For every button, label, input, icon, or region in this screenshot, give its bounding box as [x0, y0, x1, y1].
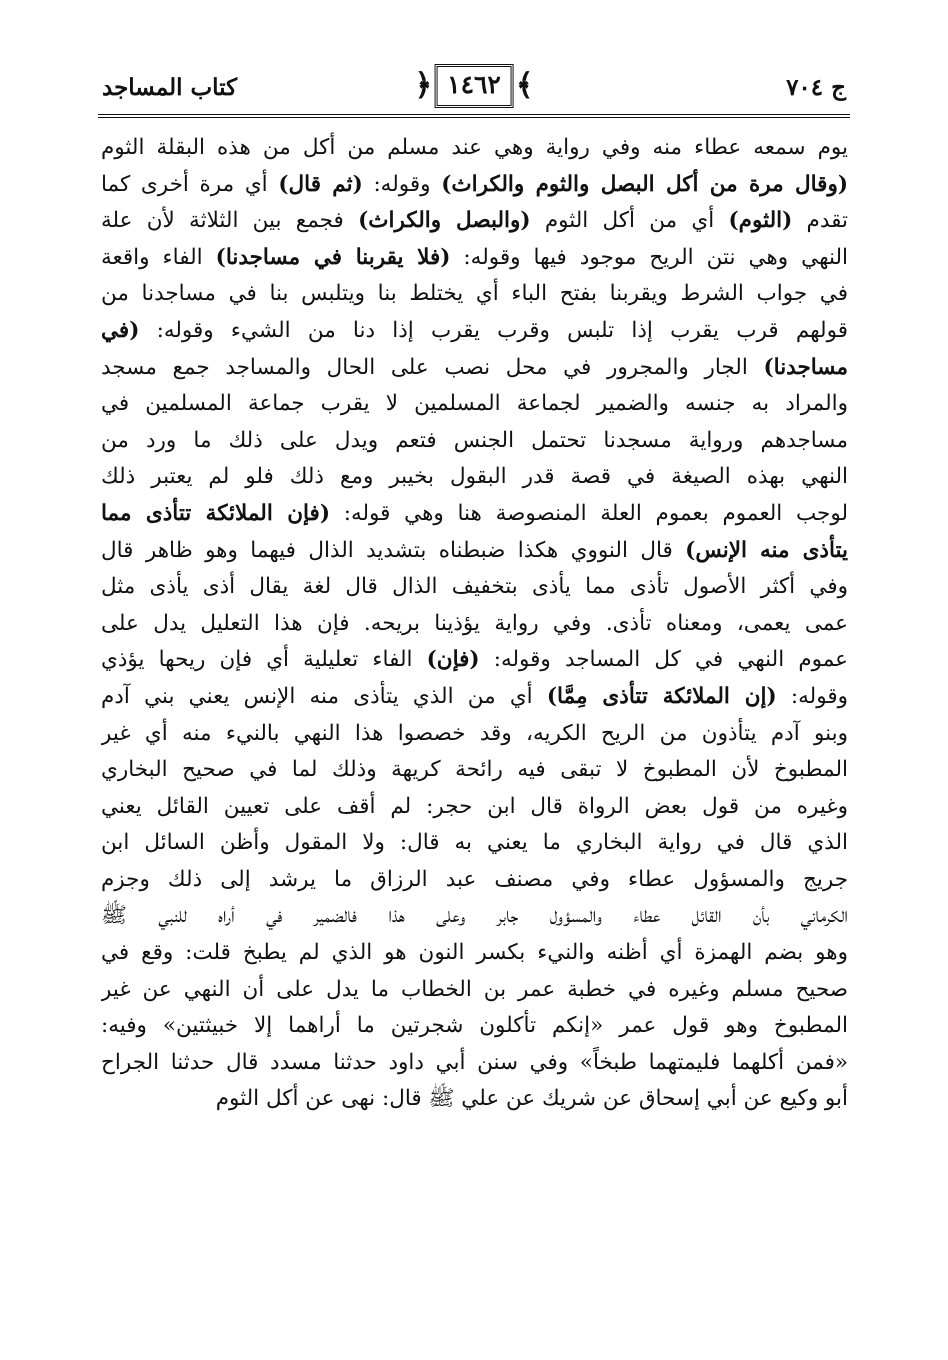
commentary-text: المطبوخ لأن المطبوخ لا تبقى فيه رائحة كريهة وذلك لما في صحيح البخاري	[101, 757, 848, 783]
text-line	[101, 935, 848, 972]
quoted-hadith-phrase: (في	[101, 317, 140, 343]
commentary-text: لوجب العموم بعموم العلة المنصوصة هنا وهي قوله:	[330, 500, 848, 526]
quoted-hadith-phrase: (فلا يقربنا في مساجدنا)	[215, 244, 451, 270]
quoted-hadith-phrase: (وقال مرة من أكل البصل والثوم والكراث)	[441, 171, 848, 197]
commentary-text: وهو بضم الهمزة أي أظنه والنيء بكسر النون هو الذي لم يطبخ قلت: وقع في	[101, 940, 848, 966]
page-number: ١٤٦٢	[434, 64, 514, 108]
ornament-bracket-left: ﴿	[414, 68, 433, 103]
text-line	[101, 386, 848, 423]
text-line	[101, 569, 848, 606]
book-title: كتاب المساجد	[102, 74, 238, 101]
header-rule	[98, 114, 850, 118]
commentary-text: وفي أكثر الأصول تأذى مما يأذى بتخفيف الذال قال لغة يقال أذى يأذى مثل	[101, 574, 848, 600]
commentary-text: أي مرة أخرى كما	[101, 171, 279, 197]
quoted-hadith-phrase: مساجدنا)	[763, 354, 848, 380]
commentary-text: أبو وكيع عن أبي إسحاق عن شريك عن علي ﷺ قال: نهى عن أكل الثوم	[215, 1086, 848, 1112]
commentary-text: صحيح مسلم وغيره في خطبة عمر بن الخطاب ما يدل على أن النهي عن غير	[101, 976, 848, 1002]
text-line	[101, 203, 848, 240]
quoted-hadith-phrase: (الثوم)	[728, 208, 793, 234]
text-line	[101, 606, 848, 643]
text-line	[101, 130, 848, 167]
text-line	[101, 862, 848, 899]
part-number: ج ٧٠٤	[786, 74, 846, 101]
ornament-bracket-right: ﴾	[515, 68, 534, 103]
body-text	[101, 130, 848, 1118]
text-line	[101, 533, 848, 570]
text-line	[101, 1008, 848, 1045]
quoted-hadith-phrase: (ثم قال)	[278, 171, 363, 197]
commentary-text: الفاء تعليلية أي فإن ريحها يؤذي	[101, 647, 427, 673]
commentary-text: الجار والمجرور في محل نصب على الحال والمساجد جمع مسجد	[101, 354, 764, 380]
text-line	[101, 423, 848, 460]
commentary-text: الفاء واقعة	[101, 244, 216, 270]
text-line	[101, 825, 848, 862]
text-line	[101, 496, 848, 533]
commentary-text: وبنو آدم يتأذون من الريح الكريه، وقد خصصوا هذا النهي بالنيء منه أي غير	[101, 720, 848, 746]
commentary-text: أي من أكل الثوم	[530, 208, 729, 234]
text-line	[101, 350, 848, 387]
text-line	[101, 1081, 848, 1118]
commentary-text: يوم سمعه عطاء منه وفي رواية وهي عند مسلم من أكل من هذه البقلة الثوم	[101, 135, 848, 160]
commentary-text: فجمع بين الثلاثة لأن علة	[101, 208, 359, 234]
quoted-hadith-phrase: (فإن الملائكة تتأذى مما	[101, 500, 330, 526]
commentary-text: المطبوخ وهو قول عمر «إنكم تأكلون شجرتين ما أراهما إلا خبيثتين» وفيه:	[101, 1013, 848, 1039]
commentary-text: وقوله:	[776, 683, 848, 709]
commentary-text: قولهم قرب يقرب إذا تلبس وقرب يقرب إذا دنا من الشيء وقوله:	[139, 317, 848, 343]
commentary-text: الذي قال في رواية البخاري ما يعني به قال: ولا المقول وأظن السائل ابن	[101, 830, 848, 856]
commentary-text: تقدم	[792, 208, 848, 234]
commentary-text: وقوله:	[362, 171, 442, 197]
text-line	[101, 642, 848, 679]
text-line	[101, 679, 848, 716]
commentary-text: مساجدهم ورواية مسجدنا تحتمل الجنس فتعم ويدل على ذلك ما ورد من	[101, 427, 848, 453]
quoted-hadith-phrase: (إن الملائكة تتأذى مِمَّا)	[546, 683, 777, 709]
text-line	[101, 276, 848, 313]
quoted-hadith-phrase: يتأذى منه الإنس)	[685, 537, 848, 563]
quoted-hadith-phrase: (والبصل والكراث)	[358, 208, 531, 234]
page-number-frame	[415, 64, 534, 108]
text-line	[101, 313, 848, 350]
page-header	[98, 60, 850, 118]
text-line	[101, 789, 848, 826]
text-line	[101, 972, 848, 1009]
text-line	[101, 1045, 848, 1082]
commentary-text: الكرماني بأن القائل عطاء والمسؤول جابر وعلى هذا فالضمير في أراه للنبي ﷺ	[101, 903, 848, 929]
commentary-text: قال النووي هكذا ضبطناه بتشديد الذال فيهما وهو ظاهر قال	[101, 537, 686, 563]
commentary-text: عموم النهي في كل المساجد وقوله:	[479, 647, 848, 673]
text-line	[101, 898, 848, 935]
commentary-text: جريج والمسؤول عطاء وفي مصنف عبد الرزاق ما يرشد إلى ذلك وجزم	[101, 866, 848, 892]
text-line	[101, 459, 848, 496]
text-line	[101, 716, 848, 753]
text-line	[101, 167, 848, 204]
commentary-text: عمى يعمى، ومعناه تأذى. وفي رواية يؤذينا بريحه. فإن هذا التعليل يدل على	[101, 610, 848, 636]
commentary-text: النهي وهي نتن الريح موجود فيها وقوله:	[450, 244, 848, 270]
commentary-text: وغيره من قول بعض الرواة قال ابن حجر: لم أقف على تعيين القائل يعني	[101, 793, 848, 819]
commentary-text: أي من الذي يتأذى منه الإنس يعني بني آدم	[101, 683, 547, 709]
commentary-text: «فمن أكلهما فليمتهما طبخاً» وفي سنن أبي داود حدثنا مسدد قال حدثنا الجراح	[101, 1049, 848, 1075]
commentary-text: النهي بهذه الصيغة في قصة قدر البقول بخيبر ومع ذلك فلو لم يعتبر ذلك	[101, 464, 848, 490]
text-line	[101, 752, 848, 789]
text-line	[101, 240, 848, 277]
commentary-text: والمراد به جنسه والضمير لجماعة المسلمين لا يقرب جماعة المسلمين في	[101, 391, 848, 417]
quoted-hadith-phrase: (فإن)	[426, 647, 480, 673]
commentary-text: في جواب الشرط ويقربنا بفتح الباء أي يختلط بنا ويتلبس بنا في مساجدنا من	[101, 281, 848, 307]
